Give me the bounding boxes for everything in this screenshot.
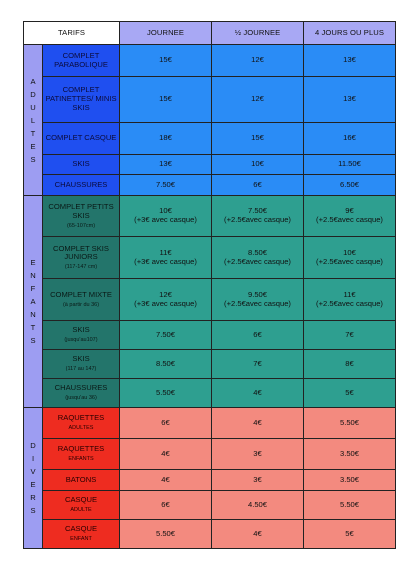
price-demi-journee: 12€ [212,45,304,77]
price-journee: 15€ [120,45,212,77]
price-journee: 11€ (+3€ avec casque) [120,237,212,279]
item-name: COMPLET MIXTE (à partir du 36) [43,279,120,321]
price-quatre-jours: 10€ (+2.5€avec casque) [304,237,396,279]
item-name: SKIS (117 au 147) [43,350,120,379]
item-name: CASQUE ADULTE [43,491,120,520]
table-row [24,45,396,77]
table-row [24,379,396,408]
item-name: CHAUSSURES (jusqu'au 36) [43,379,120,408]
price-quatre-jours: 3.50€ [304,439,396,470]
item-name: SKIS (jusqu'au107) [43,321,120,350]
price-demi-journee: 3€ [212,470,304,491]
group-adultes [24,45,396,196]
price-journee: 18€ [120,123,212,155]
table-row [24,123,396,155]
price-quatre-jours: 5€ [304,379,396,408]
price-demi-journee: 15€ [212,123,304,155]
item-name: CASQUE ENFANT [43,520,120,549]
price-journee: 4€ [120,439,212,470]
price-quatre-jours: 16€ [304,123,396,155]
table-row [24,350,396,379]
category-divers: D I V E R S [24,408,43,549]
item-name: COMPLET PATINETTES/ MINIS SKIS [43,77,120,123]
price-table [23,21,396,549]
price-journee: 6€ [120,491,212,520]
price-journee: 4€ [120,470,212,491]
price-journee: 6€ [120,408,212,439]
header-quatre-jours: 4 JOURS OU PLUS [304,22,396,45]
price-demi-journee: 9.50€ (+2.5€avec casque) [212,279,304,321]
price-quatre-jours: 11.50€ [304,155,396,175]
price-quatre-jours: 9€ (+2.5€avec casque) [304,196,396,237]
price-demi-journee: 3€ [212,439,304,470]
group-divers [24,408,396,549]
price-journee: 7.50€ [120,321,212,350]
header-demi-journee: ½ JOURNEE [212,22,304,45]
price-quatre-jours: 3.50€ [304,470,396,491]
category-adultes: A D U L T E S [24,45,43,196]
price-journee: 13€ [120,155,212,175]
price-quatre-jours: 11€ (+2.5€avec casque) [304,279,396,321]
category-enfants: E N F A N T S [24,196,43,408]
table-row [24,175,396,196]
price-quatre-jours: 13€ [304,77,396,123]
price-journee: 15€ [120,77,212,123]
price-demi-journee: 6€ [212,321,304,350]
table-row [24,155,396,175]
price-journee: 5.50€ [120,520,212,549]
price-journee: 8.50€ [120,350,212,379]
price-quatre-jours: 6.50€ [304,175,396,196]
table-row [24,408,396,439]
item-name: COMPLET PETITS SKIS (65-107cm) [43,196,120,237]
table-row [24,77,396,123]
table-row [24,520,396,549]
item-name: CHAUSSURES [43,175,120,196]
header-row [24,22,396,45]
price-demi-journee: 6€ [212,175,304,196]
table-row [24,470,396,491]
item-name: RAQUETTES ADULTES [43,408,120,439]
price-demi-journee: 4.50€ [212,491,304,520]
table-row [24,237,396,279]
item-name: COMPLET PARABOLIQUE [43,45,120,77]
price-demi-journee: 4€ [212,408,304,439]
price-quatre-jours: 13€ [304,45,396,77]
item-name: SKIS [43,155,120,175]
item-name: BATONS [43,470,120,491]
header-journee: JOURNEE [120,22,212,45]
price-quatre-jours: 7€ [304,321,396,350]
price-journee: 7.50€ [120,175,212,196]
price-demi-journee: 4€ [212,520,304,549]
price-demi-journee: 8.50€ (+2.5€avec casque) [212,237,304,279]
table-row [24,491,396,520]
item-name: COMPLET SKIS JUNIORS (117-147 cm) [43,237,120,279]
price-journee: 5.50€ [120,379,212,408]
item-name: RAQUETTES ENFANTS [43,439,120,470]
group-enfants [24,196,396,408]
price-journee: 10€ (+3€ avec casque) [120,196,212,237]
price-quatre-jours: 5€ [304,520,396,549]
table-row [24,321,396,350]
price-demi-journee: 12€ [212,77,304,123]
price-demi-journee: 4€ [212,379,304,408]
price-demi-journee: 7.50€ (+2.5€avec casque) [212,196,304,237]
item-name: COMPLET CASQUE [43,123,120,155]
price-quatre-jours: 8€ [304,350,396,379]
price-demi-journee: 7€ [212,350,304,379]
table-row [24,279,396,321]
price-journee: 12€ (+3€ avec casque) [120,279,212,321]
price-quatre-jours: 5.50€ [304,491,396,520]
table-row [24,439,396,470]
header-tarifs: TARIFS [24,22,120,45]
price-quatre-jours: 5.50€ [304,408,396,439]
table-row [24,196,396,237]
price-demi-journee: 10€ [212,155,304,175]
